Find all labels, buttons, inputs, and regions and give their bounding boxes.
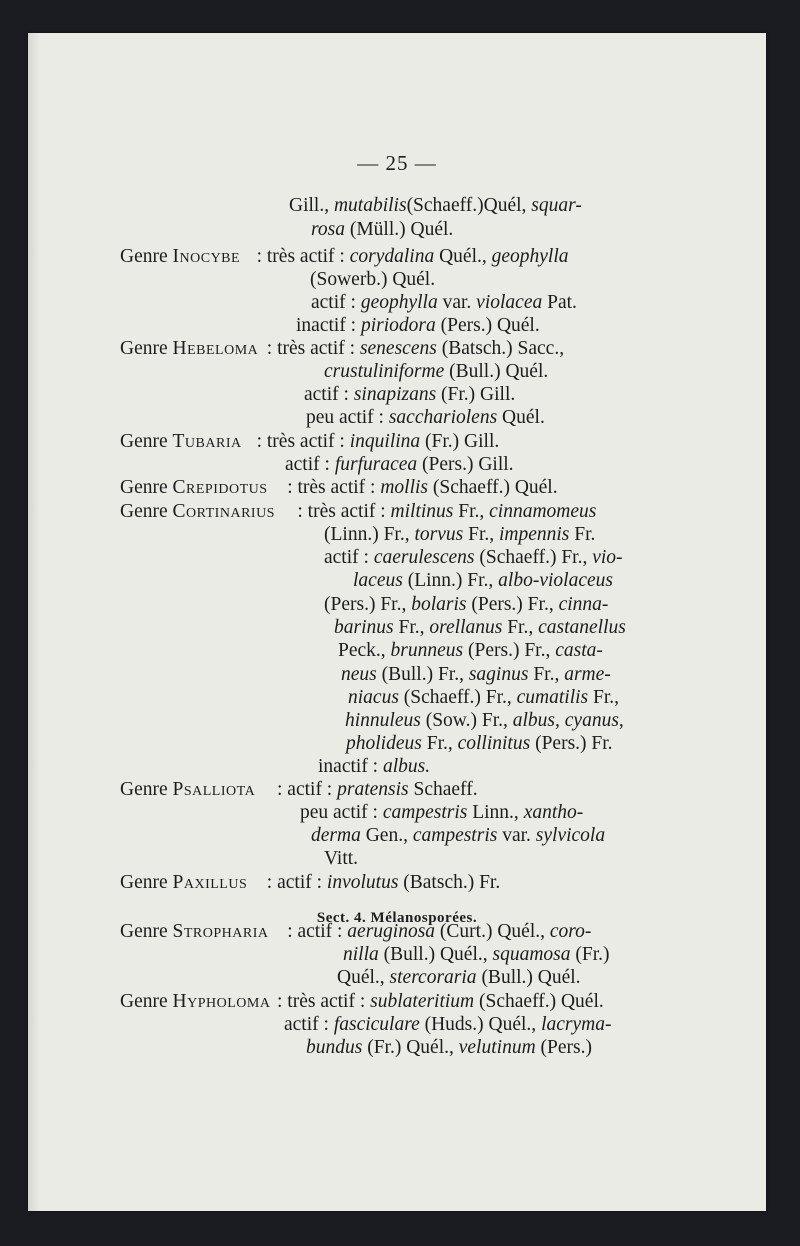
genus-label: Genre Inocybe bbox=[120, 246, 241, 267]
text-line: : actif : aeruginosa (Curt.) Quél., coro- bbox=[287, 921, 592, 942]
text-line: Vitt. bbox=[324, 848, 359, 869]
text-line: nilla (Bull.) Quél., squamosa (Fr.) bbox=[343, 944, 610, 965]
text-line: : très actif : miltinus Fr., cinnamomeus bbox=[297, 501, 597, 522]
text-line: peu actif : campestris Linn., xantho- bbox=[300, 802, 584, 823]
text-line: niacus (Schaeff.) Fr., cumatilis Fr., bbox=[348, 687, 620, 708]
text-line: peu actif : sacchariolens Quél. bbox=[306, 407, 545, 428]
text-line: derma Gen., campestris var. sylvicola bbox=[311, 825, 606, 846]
genus-label: Genre Paxillus bbox=[120, 872, 248, 893]
text-line: (Sowerb.) Quél. bbox=[310, 269, 436, 290]
text-line: bundus (Fr.) Quél., velutinum (Pers.) bbox=[306, 1037, 592, 1058]
text-line: actif : geophylla var. violacea Pat. bbox=[311, 292, 577, 313]
text-line: actif : fasciculare (Huds.) Quél., lacryma- bbox=[284, 1014, 612, 1035]
genus-label: Genre Psalliota bbox=[120, 779, 256, 800]
page-number: — 25 — bbox=[357, 151, 437, 175]
text-line: rosa (Müll.) Quél. bbox=[311, 219, 454, 240]
page-edge bbox=[28, 33, 40, 1211]
text-line: (Pers.) Fr., bolaris (Pers.) Fr., cinna- bbox=[324, 594, 609, 615]
text-line: : actif : involutus (Batsch.) Fr. bbox=[266, 872, 501, 893]
text-line: crustuliniforme (Bull.) Quél. bbox=[324, 361, 549, 382]
text-line: (Linn.) Fr., torvus Fr., impennis Fr. bbox=[324, 524, 596, 545]
genus-label: Genre Crepidotus bbox=[120, 477, 268, 498]
text-line: hinnuleus (Sow.) Fr., albus, cyanus, bbox=[345, 710, 624, 731]
text-line: actif : caerulescens (Schaeff.) Fr., vio- bbox=[324, 547, 623, 568]
text-line: : très actif : inquilina (Fr.) Gill. bbox=[256, 431, 500, 452]
text-line: inactif : albus. bbox=[318, 756, 431, 777]
genus-label: Genre Tubaria bbox=[120, 431, 242, 452]
text-line: inactif : piriodora (Pers.) Quél. bbox=[296, 315, 540, 336]
text-line: Quél., stercoraria (Bull.) Quél. bbox=[337, 967, 581, 988]
section-heading: Sect. 4. Mélanosporées. bbox=[316, 910, 478, 926]
text-line: : très actif : senescens (Batsch.) Sacc., bbox=[266, 338, 565, 359]
book-page bbox=[28, 33, 766, 1211]
genus-label: Genre Stropharia bbox=[120, 921, 269, 942]
genus-label: Genre Cortinarius bbox=[120, 501, 275, 522]
genus-label: Genre Hebeloma bbox=[120, 338, 259, 359]
text-line: neus (Bull.) Fr., saginus Fr., arme- bbox=[341, 664, 611, 685]
text-line: : actif : pratensis Schaeff. bbox=[277, 779, 478, 800]
text-line: : très actif : corydalina Quél., geophylla bbox=[256, 246, 569, 267]
genus-label: Genre Hypholoma bbox=[120, 991, 271, 1012]
text-line: : très actif : mollis (Schaeff.) Quél. bbox=[287, 477, 558, 498]
text-line: actif : furfuracea (Pers.) Gill. bbox=[285, 454, 514, 475]
text-line: actif : sinapizans (Fr.) Gill. bbox=[304, 384, 516, 405]
text-line: pholideus Fr., collinitus (Pers.) Fr. bbox=[346, 733, 613, 754]
text-line: laceus (Linn.) Fr., albo-violaceus bbox=[353, 570, 613, 591]
text-line: : très actif : sublateritium (Schaeff.) Quél. bbox=[277, 991, 604, 1012]
text-line: Peck., brunneus (Pers.) Fr., casta- bbox=[338, 640, 603, 661]
text-line: barinus Fr., orellanus Fr., castanellus bbox=[334, 617, 626, 638]
text-line: Gill., mutabilis(Schaeff.)Quél, squar- bbox=[289, 195, 582, 216]
